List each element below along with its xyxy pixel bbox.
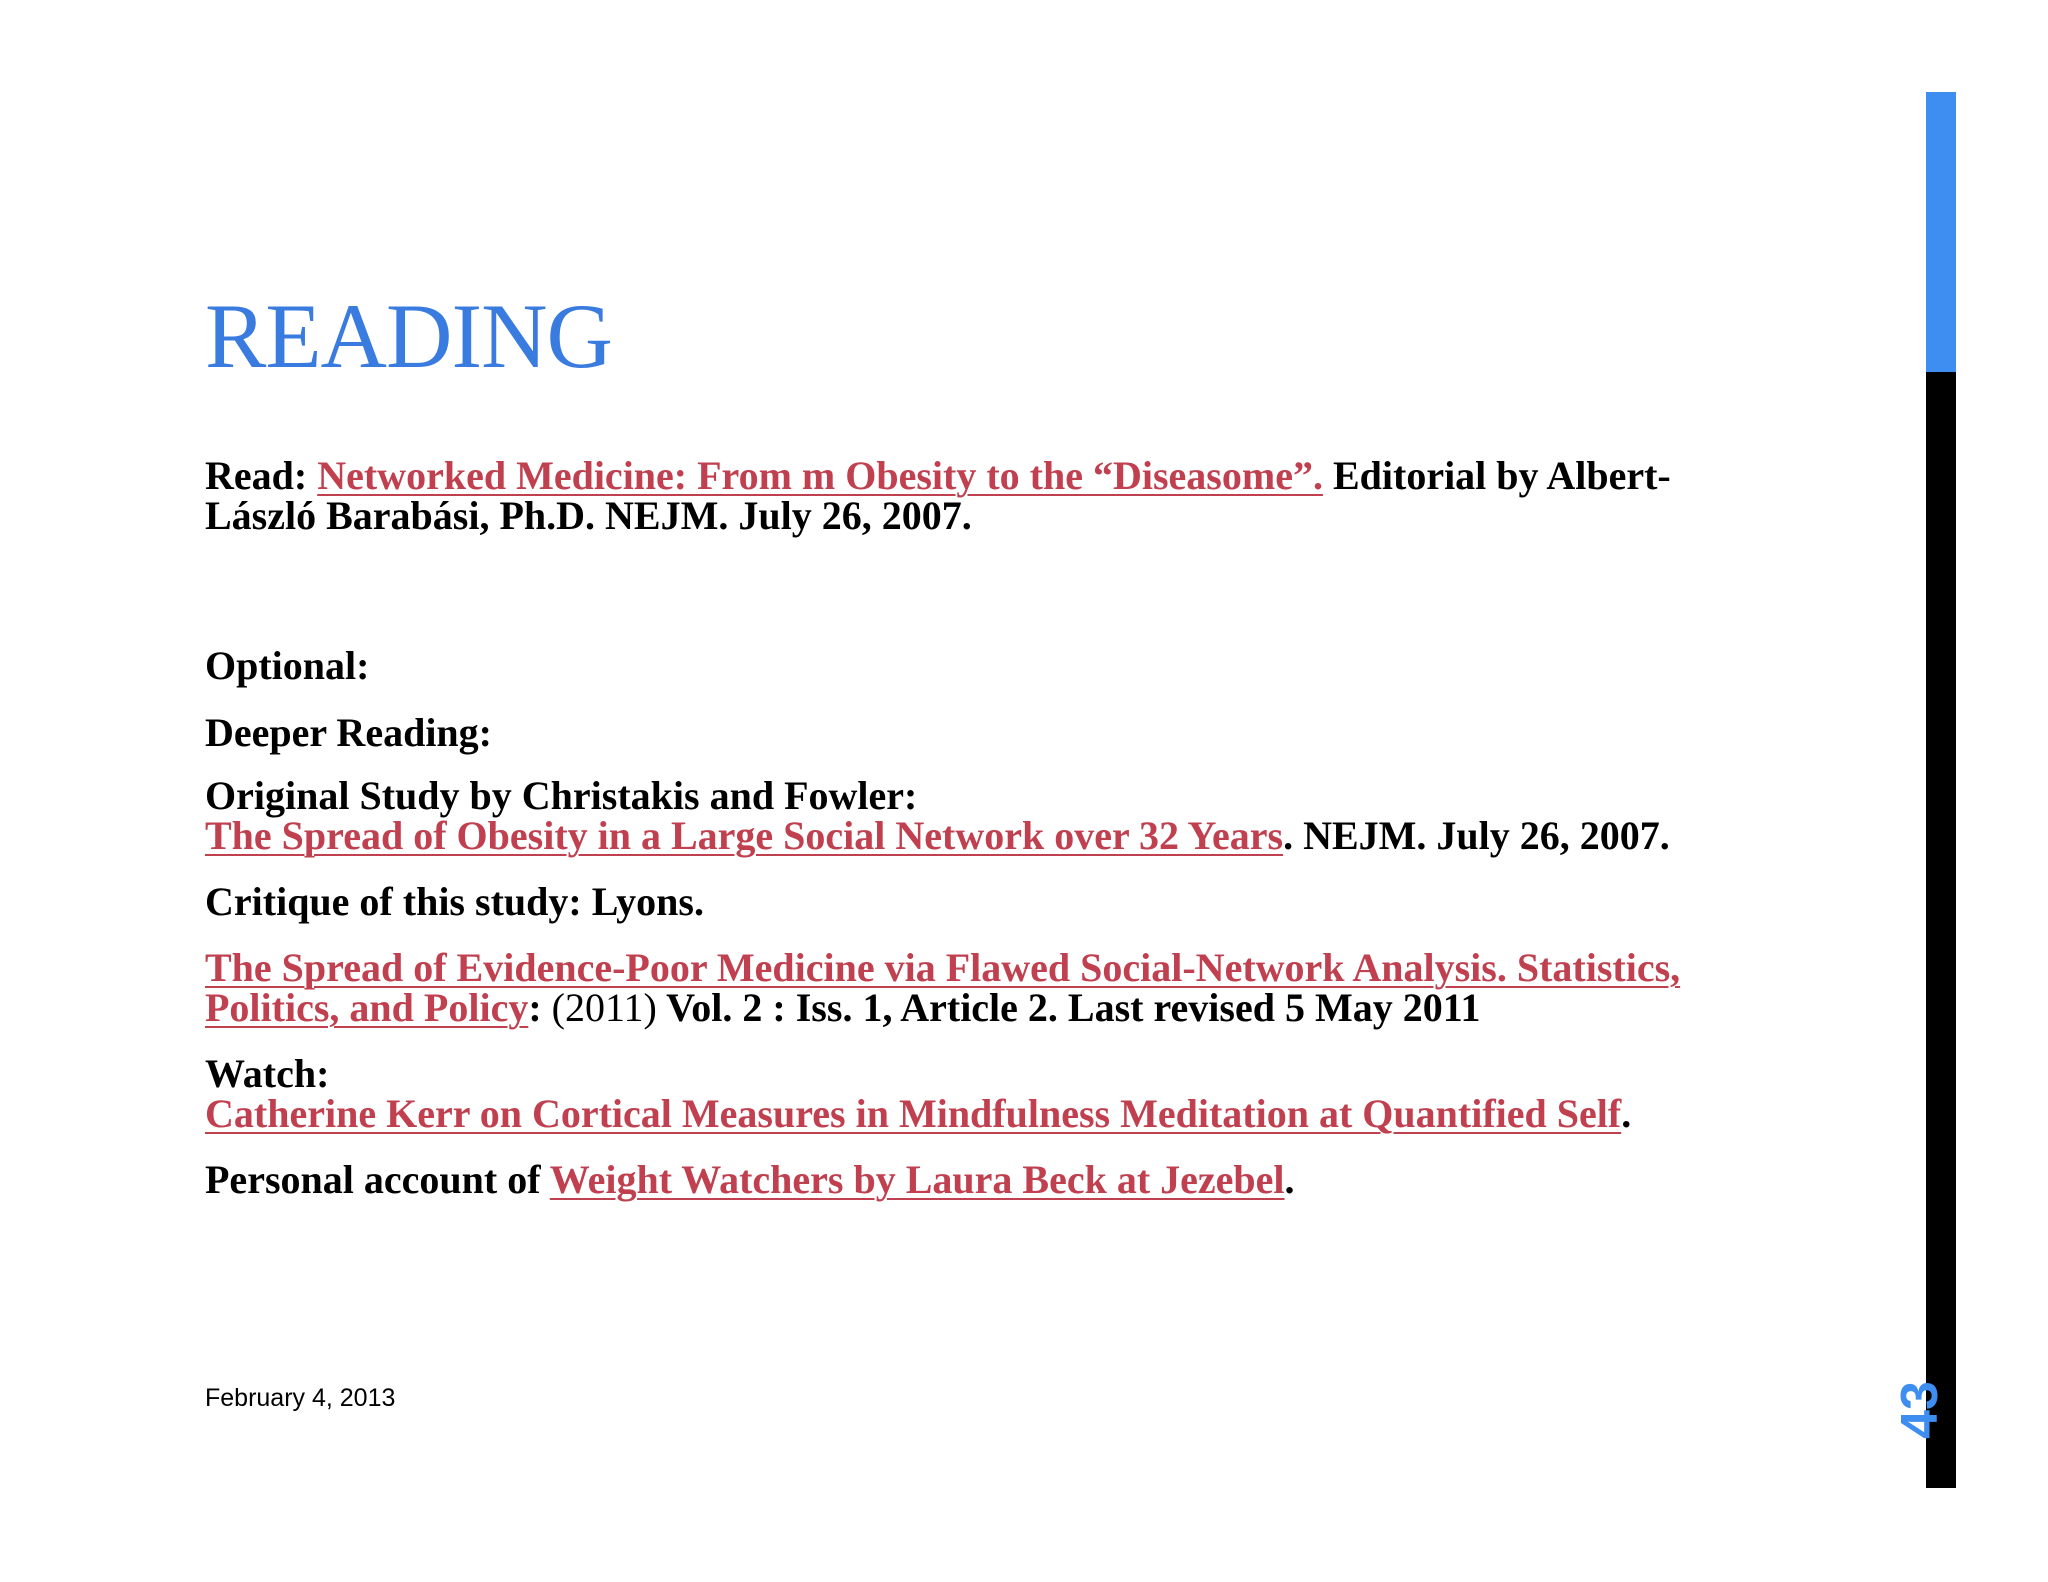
evidence-poor-medicine-link[interactable]: The Spread of Evidence-Poor Medicine via Flawed Social-Network Analysis. Statistics, Politics, and Policy <box>205 945 1681 1030</box>
accent-bar-bottom <box>1926 372 1956 1488</box>
watch-label: Watch: <box>205 1051 330 1096</box>
catherine-kerr-link[interactable]: Catherine Kerr on Cortical Measures in Mindfulness Meditation at Quantified Self <box>205 1091 1622 1136</box>
original-study-paragraph <box>205 773 1705 858</box>
spread-year: (2011) <box>551 985 657 1030</box>
read-label: Read: <box>205 453 318 498</box>
watch-end: . <box>1621 1091 1632 1136</box>
slide-content <box>205 453 1705 1202</box>
optional-heading: Optional: <box>205 643 370 688</box>
read-paragraph <box>205 453 1705 538</box>
personal-label: Personal account of <box>205 1157 550 1202</box>
footer-date: February 4, 2013 <box>205 1384 396 1412</box>
personal-account-paragraph <box>205 1157 1705 1202</box>
deeper-reading-heading: Deeper Reading: <box>205 710 492 755</box>
page-number: 43 <box>1891 1381 1949 1439</box>
slide-title: READING <box>205 285 612 387</box>
accent-bar-top <box>1926 92 1956 372</box>
spread-colon: : <box>528 985 552 1030</box>
original-study-rest: . NEJM. July 26, 2007. <box>1283 813 1670 858</box>
spread-evidence-paragraph <box>205 945 1705 1030</box>
watch-paragraph <box>205 1051 1705 1136</box>
personal-end: . <box>1284 1157 1295 1202</box>
read-rest: Editorial by Albert-László Barabási, Ph.D. NEJM. July 26, 2007. <box>205 453 1671 538</box>
networked-medicine-link[interactable]: Networked Medicine: From m Obesity to the “Diseasome”. <box>317 453 1323 498</box>
weight-watchers-link[interactable]: Weight Watchers by Laura Beck at Jezebel <box>549 1157 1285 1202</box>
original-study-label: Original Study by Christakis and Fowler: <box>205 773 918 818</box>
critique-paragraph: Critique of this study: Lyons. <box>205 879 704 924</box>
spread-of-obesity-link[interactable]: The Spread of Obesity in a Large Social Network over 32 Years <box>205 813 1284 858</box>
spread-rest: Vol. 2 : Iss. 1, Article 2. Last revised 5 May 2011 <box>656 985 1481 1030</box>
